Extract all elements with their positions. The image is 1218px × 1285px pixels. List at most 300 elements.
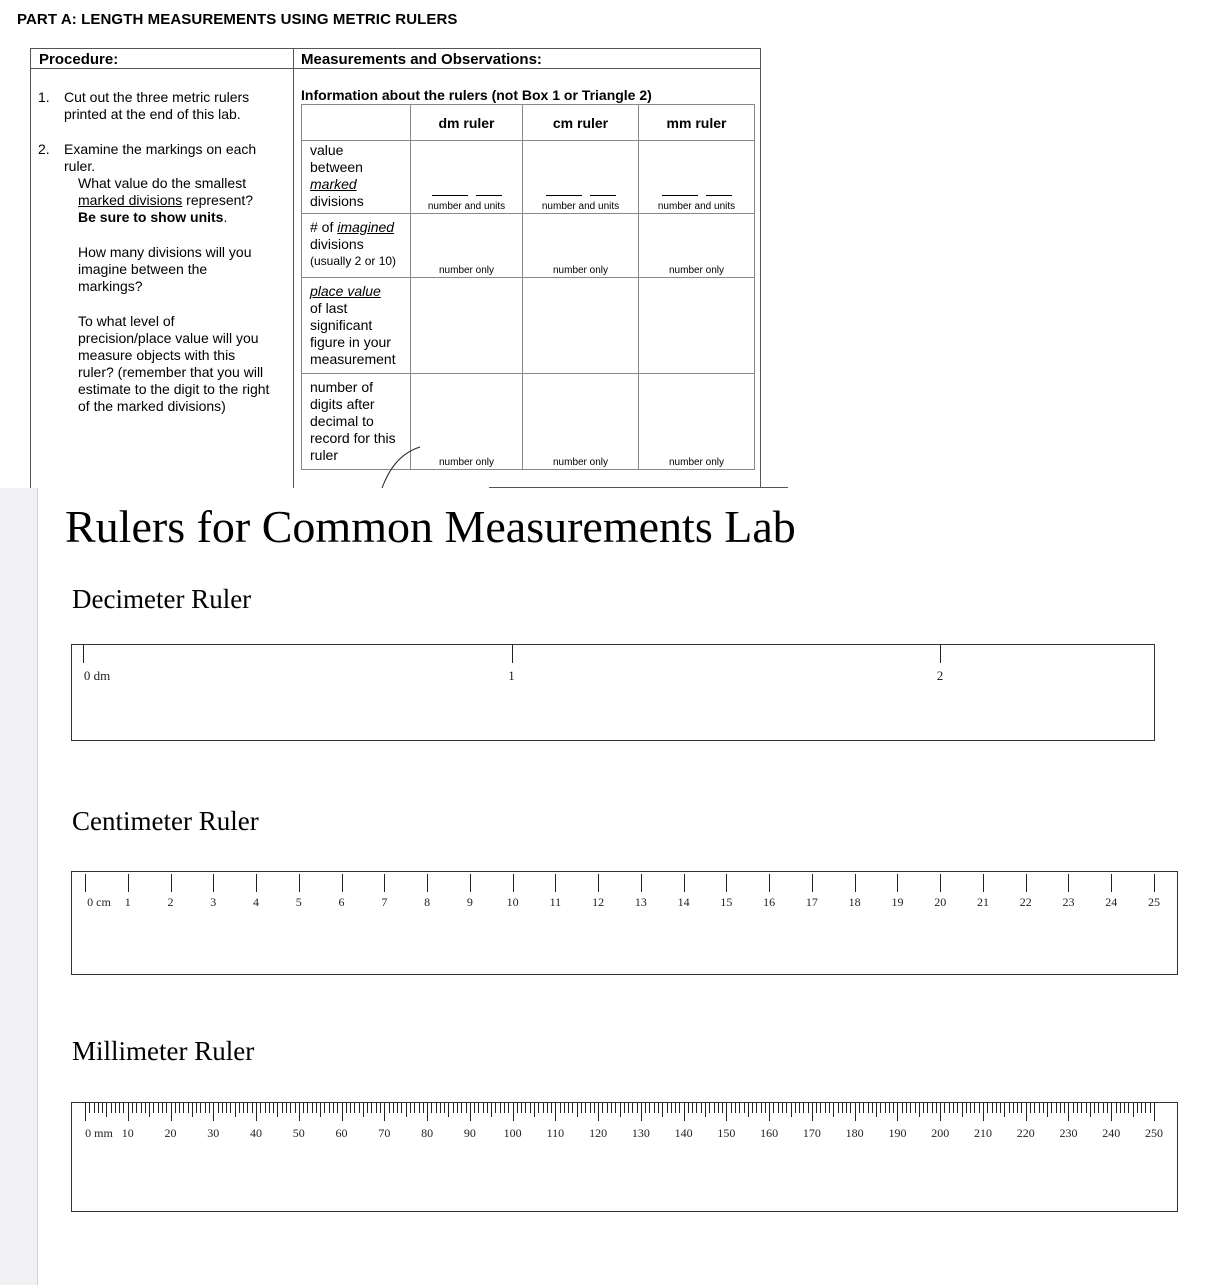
mm-ruler-minor-tick bbox=[645, 1103, 646, 1113]
mm-ruler-minor-tick bbox=[889, 1103, 890, 1113]
mm-ruler-minor-tick bbox=[1000, 1103, 1001, 1113]
mm-ruler-minor-tick bbox=[200, 1103, 201, 1113]
step2-text bbox=[64, 141, 256, 175]
mm-ruler-minor-tick bbox=[1103, 1103, 1104, 1113]
cm-ruler-label: 2 bbox=[167, 895, 174, 909]
mm-ruler-minor-tick bbox=[744, 1103, 745, 1113]
answer-cell-mm-place[interactable] bbox=[639, 278, 755, 374]
mm-ruler-minor-tick bbox=[1128, 1103, 1129, 1113]
mm-ruler-minor-tick bbox=[230, 1103, 231, 1113]
q1-line2 bbox=[78, 192, 253, 209]
mm-ruler-minor-tick bbox=[752, 1103, 753, 1113]
mm-ruler-minor-tick bbox=[782, 1103, 783, 1113]
header-divider bbox=[30, 68, 761, 69]
cm-ruler-tick bbox=[555, 874, 556, 892]
mm-ruler-minor-tick bbox=[1120, 1103, 1121, 1113]
mm-ruler-major-tick bbox=[427, 1103, 428, 1121]
mm-ruler-minor-tick bbox=[795, 1103, 796, 1113]
mm-ruler-minor-tick bbox=[923, 1103, 924, 1113]
mm-ruler-label: 230 bbox=[1059, 1126, 1078, 1140]
cm-ruler-tick bbox=[1111, 874, 1112, 892]
answer-cell-dm-imagined[interactable] bbox=[411, 214, 523, 278]
mm-ruler-minor-tick bbox=[290, 1103, 291, 1113]
cm-ruler-tick bbox=[684, 874, 685, 892]
ruler-info-table bbox=[301, 104, 755, 470]
row4-l4: record for this bbox=[310, 430, 396, 446]
cm-ruler-label: 12 bbox=[592, 895, 605, 909]
mm-ruler-minor-tick bbox=[1090, 1103, 1091, 1117]
cm-ruler-tick bbox=[470, 874, 471, 892]
mm-ruler-minor-tick bbox=[1021, 1103, 1022, 1113]
mm-ruler-minor-tick bbox=[739, 1103, 740, 1113]
rulers-title: Rulers for Common Measurements Lab bbox=[65, 501, 796, 552]
mm-ruler-major-tick bbox=[855, 1103, 856, 1121]
mm-ruler-label: 50 bbox=[292, 1126, 305, 1140]
mm-ruler-minor-tick bbox=[453, 1103, 454, 1113]
cm-ruler-tick bbox=[769, 874, 770, 892]
row3-l3: significant bbox=[310, 317, 373, 333]
mm-ruler-minor-tick bbox=[106, 1103, 107, 1117]
mm-ruler-minor-tick bbox=[329, 1103, 330, 1113]
mm-ruler-label: 180 bbox=[845, 1126, 864, 1140]
mm-ruler-minor-tick bbox=[1098, 1103, 1099, 1113]
mm-ruler-minor-tick bbox=[252, 1103, 253, 1113]
mm-ruler-minor-tick bbox=[277, 1103, 278, 1117]
row1-l2: between bbox=[310, 159, 363, 175]
mm-ruler-minor-tick bbox=[953, 1103, 954, 1113]
cm-ruler-tick bbox=[1026, 874, 1027, 892]
mm-ruler-minor-tick bbox=[773, 1103, 774, 1113]
cm-ruler-tick bbox=[85, 874, 86, 892]
cm-ruler-tick bbox=[513, 874, 514, 892]
mm-ruler-minor-tick bbox=[89, 1103, 90, 1113]
mm-ruler-minor-tick bbox=[803, 1103, 804, 1113]
mm-ruler-minor-tick bbox=[944, 1103, 945, 1113]
note-number-units: number and units bbox=[541, 201, 620, 212]
mm-ruler-minor-tick bbox=[992, 1103, 993, 1113]
column-header-dm: dm ruler bbox=[411, 105, 523, 141]
mm-ruler-minor-tick bbox=[508, 1103, 509, 1113]
mm-ruler-minor-tick bbox=[423, 1103, 424, 1113]
mm-ruler-minor-tick bbox=[410, 1103, 411, 1113]
cm-ruler-label: 17 bbox=[805, 895, 818, 909]
mm-ruler-minor-tick bbox=[521, 1103, 522, 1113]
row2-l3: (usually 2 or 10) bbox=[310, 254, 397, 268]
cm-ruler-label: 25 bbox=[1148, 895, 1160, 909]
mm-ruler-minor-tick bbox=[594, 1103, 595, 1113]
mm-ruler-minor-tick bbox=[863, 1103, 864, 1113]
q3-line1: To what level of bbox=[78, 313, 175, 329]
dm-ruler-tick bbox=[512, 645, 513, 663]
cm-ruler-tick bbox=[1068, 874, 1069, 892]
row2-l1 bbox=[310, 219, 410, 236]
mm-ruler-minor-tick bbox=[162, 1103, 163, 1113]
step1-line2: printed at the end of this lab. bbox=[64, 106, 241, 122]
row3-l1: place value bbox=[310, 283, 381, 299]
decimeter-ruler[interactable] bbox=[71, 644, 1155, 741]
cm-ruler-tick bbox=[726, 874, 727, 892]
cm-ruler-tick bbox=[812, 874, 813, 892]
mm-ruler-minor-tick bbox=[816, 1103, 817, 1113]
mm-ruler-minor-tick bbox=[367, 1103, 368, 1113]
mm-ruler-minor-tick bbox=[970, 1103, 971, 1113]
mm-ruler-major-tick bbox=[256, 1103, 257, 1121]
step1-line1: Cut out the three metric rulers bbox=[64, 89, 250, 105]
mm-ruler-major-tick bbox=[684, 1103, 685, 1121]
mm-ruler-major-tick bbox=[555, 1103, 556, 1121]
mm-ruler-major-tick bbox=[1068, 1103, 1069, 1121]
answer-cell-mm-imagined[interactable] bbox=[639, 214, 755, 278]
row-label-place-value bbox=[302, 278, 411, 374]
cm-ruler-label: 4 bbox=[253, 895, 260, 909]
cm-ruler-label: 10 bbox=[506, 895, 519, 909]
mm-ruler-minor-tick bbox=[115, 1103, 116, 1113]
mm-ruler-minor-tick bbox=[226, 1103, 227, 1113]
note-number-only: number only bbox=[438, 265, 495, 276]
mm-ruler-label: 40 bbox=[250, 1126, 263, 1140]
mm-ruler-minor-tick bbox=[560, 1103, 561, 1113]
mm-ruler-minor-tick bbox=[927, 1103, 928, 1113]
mm-ruler-minor-tick bbox=[333, 1103, 334, 1113]
cm-ruler-label: 18 bbox=[848, 895, 861, 909]
mm-ruler-minor-tick bbox=[389, 1103, 390, 1113]
mm-ruler-minor-tick bbox=[1013, 1103, 1014, 1113]
mm-ruler-major-tick bbox=[641, 1103, 642, 1121]
mm-ruler-minor-tick bbox=[662, 1103, 663, 1117]
mm-ruler-minor-tick bbox=[735, 1103, 736, 1113]
mm-ruler-major-tick bbox=[940, 1103, 941, 1121]
mm-ruler-major-tick bbox=[470, 1103, 471, 1121]
mm-ruler-minor-tick bbox=[307, 1103, 308, 1113]
mm-ruler-label: 60 bbox=[335, 1126, 348, 1140]
mm-ruler-minor-tick bbox=[483, 1103, 484, 1113]
mm-ruler-minor-tick bbox=[320, 1103, 321, 1117]
mm-ruler-minor-tick bbox=[846, 1103, 847, 1113]
mm-ruler-minor-tick bbox=[98, 1103, 99, 1113]
q2-line2: imagine between the bbox=[78, 261, 208, 277]
mm-ruler-minor-tick bbox=[799, 1103, 800, 1113]
mm-ruler-minor-tick bbox=[265, 1103, 266, 1113]
q1-bold: Be sure to show units bbox=[78, 209, 224, 225]
cm-ruler-label: 11 bbox=[549, 895, 562, 909]
mm-ruler-minor-tick bbox=[987, 1103, 988, 1113]
row3-l4: figure in your bbox=[310, 334, 391, 350]
q1-line3 bbox=[78, 209, 253, 226]
mm-ruler-minor-tick bbox=[123, 1103, 124, 1113]
mm-ruler-minor-tick bbox=[1043, 1103, 1044, 1113]
mm-ruler-minor-tick bbox=[688, 1103, 689, 1113]
mm-ruler-minor-tick bbox=[602, 1103, 603, 1113]
mm-ruler-label: 190 bbox=[888, 1126, 907, 1140]
row-label-imagined-divisions bbox=[302, 214, 411, 278]
mm-ruler-minor-tick bbox=[166, 1103, 167, 1113]
cm-ruler-tick bbox=[256, 874, 257, 892]
note-number-only: number only bbox=[438, 457, 495, 468]
mm-ruler-minor-tick bbox=[1030, 1103, 1031, 1113]
dm-ruler-label: 1 bbox=[508, 668, 515, 683]
row1-l1: value bbox=[310, 142, 344, 158]
cm-ruler-label: 15 bbox=[720, 895, 733, 909]
mm-ruler-minor-tick bbox=[175, 1103, 176, 1113]
mm-ruler-minor-tick bbox=[282, 1103, 283, 1113]
q1-period: . bbox=[223, 209, 228, 225]
mm-ruler-minor-tick bbox=[474, 1103, 475, 1113]
mm-ruler-minor-tick bbox=[974, 1103, 975, 1113]
note-number-units: number and units bbox=[657, 201, 736, 212]
mm-ruler-minor-tick bbox=[620, 1103, 621, 1117]
answer-cell-cm-imagined[interactable] bbox=[523, 214, 639, 278]
mm-ruler-minor-tick bbox=[312, 1103, 313, 1113]
mm-ruler-minor-tick bbox=[590, 1103, 591, 1113]
cm-ruler-tick bbox=[427, 874, 428, 892]
mm-ruler-minor-tick bbox=[218, 1103, 219, 1113]
mm-ruler-minor-tick bbox=[658, 1103, 659, 1113]
procedure-header: Procedure: bbox=[39, 51, 119, 68]
mm-ruler-minor-tick bbox=[820, 1103, 821, 1113]
cm-ruler-tick bbox=[855, 874, 856, 892]
mm-ruler-minor-tick bbox=[637, 1103, 638, 1113]
mm-ruler-label: 160 bbox=[760, 1126, 779, 1140]
mm-ruler-minor-tick bbox=[979, 1103, 980, 1113]
cm-ruler-label: 24 bbox=[1105, 895, 1118, 909]
mm-ruler-minor-tick bbox=[701, 1103, 702, 1113]
mm-ruler-minor-tick bbox=[765, 1103, 766, 1113]
mm-ruler-major-tick bbox=[85, 1103, 86, 1121]
note-number-only: number only bbox=[552, 457, 609, 468]
mm-ruler-minor-tick bbox=[551, 1103, 552, 1113]
corner-cell bbox=[302, 105, 411, 141]
mm-ruler-minor-tick bbox=[1107, 1103, 1108, 1113]
mm-ruler-minor-tick bbox=[679, 1103, 680, 1113]
mm-ruler-minor-tick bbox=[235, 1103, 236, 1117]
mm-ruler-minor-tick bbox=[436, 1103, 437, 1113]
cm-ruler-tick bbox=[299, 874, 300, 892]
step1-number: 1. bbox=[38, 89, 50, 105]
mm-ruler-minor-tick bbox=[136, 1103, 137, 1113]
q3-line3: measure objects with this bbox=[78, 347, 236, 363]
mm-ruler-minor-tick bbox=[709, 1103, 710, 1113]
mm-ruler-minor-tick bbox=[808, 1103, 809, 1113]
q1-rest: represent? bbox=[182, 192, 254, 208]
q2-line3: markings? bbox=[78, 278, 143, 294]
mm-ruler-minor-tick bbox=[915, 1103, 916, 1113]
mm-ruler-minor-tick bbox=[141, 1103, 142, 1113]
mm-ruler-minor-tick bbox=[393, 1103, 394, 1113]
mm-ruler-label: 170 bbox=[802, 1126, 821, 1140]
mm-ruler-label: 80 bbox=[421, 1126, 434, 1140]
row2-l2: divisions bbox=[310, 236, 364, 252]
q3-line4: ruler? (remember that you will bbox=[78, 364, 264, 380]
mm-ruler-minor-tick bbox=[1017, 1103, 1018, 1113]
mm-ruler-minor-tick bbox=[269, 1103, 270, 1113]
cm-ruler-tick bbox=[384, 874, 385, 892]
mm-ruler-minor-tick bbox=[448, 1103, 449, 1117]
mm-ruler-major-tick bbox=[1154, 1103, 1155, 1121]
mm-ruler-label: 0 mm bbox=[85, 1126, 113, 1140]
answer-cell-cm-value[interactable] bbox=[523, 141, 639, 214]
cm-ruler-label: 7 bbox=[381, 895, 388, 909]
note-number-only: number only bbox=[552, 265, 609, 276]
note-number-only: number only bbox=[668, 265, 725, 276]
cm-ruler-tick bbox=[1154, 874, 1155, 892]
mm-ruler-minor-tick bbox=[478, 1103, 479, 1113]
mm-ruler-minor-tick bbox=[538, 1103, 539, 1113]
mm-ruler-major-tick bbox=[812, 1103, 813, 1121]
cm-ruler-label: 21 bbox=[976, 895, 989, 909]
mm-ruler-major-tick bbox=[299, 1103, 300, 1121]
mm-ruler-minor-tick bbox=[902, 1103, 903, 1113]
mm-ruler-minor-tick bbox=[183, 1103, 184, 1113]
mm-ruler-minor-tick bbox=[1039, 1103, 1040, 1113]
mm-ruler-minor-tick bbox=[260, 1103, 261, 1113]
mm-ruler-minor-tick bbox=[885, 1103, 886, 1113]
mm-ruler-minor-tick bbox=[654, 1103, 655, 1113]
column-header-cm: cm ruler bbox=[523, 105, 639, 141]
answer-cell-dm-value[interactable] bbox=[411, 141, 523, 214]
mm-ruler-minor-tick bbox=[111, 1103, 112, 1113]
mm-ruler-minor-tick bbox=[431, 1103, 432, 1113]
mm-ruler-minor-tick bbox=[577, 1103, 578, 1117]
row1-l3: marked bbox=[310, 176, 357, 192]
mm-ruler-minor-tick bbox=[718, 1103, 719, 1113]
mm-ruler-minor-tick bbox=[179, 1103, 180, 1113]
cm-ruler-label: 0 cm bbox=[87, 895, 111, 909]
answer-cell-cm-place[interactable] bbox=[523, 278, 639, 374]
mm-ruler-minor-tick bbox=[825, 1103, 826, 1113]
mm-ruler-minor-tick bbox=[205, 1103, 206, 1113]
row3-l2: of last bbox=[310, 300, 348, 316]
mm-ruler-minor-tick bbox=[517, 1103, 518, 1113]
row-label-value-between bbox=[302, 141, 411, 214]
pen-mark bbox=[376, 444, 426, 490]
mm-ruler-minor-tick bbox=[380, 1103, 381, 1113]
mm-ruler-minor-tick bbox=[615, 1103, 616, 1113]
mm-ruler-minor-tick bbox=[1081, 1103, 1082, 1113]
row2-l1-underlined: imagined bbox=[337, 219, 395, 235]
row3-l5: measurement bbox=[310, 351, 396, 367]
mm-ruler-minor-tick bbox=[346, 1103, 347, 1113]
mm-ruler-minor-tick bbox=[132, 1103, 133, 1113]
mm-ruler-minor-tick bbox=[414, 1103, 415, 1113]
mm-ruler-minor-tick bbox=[761, 1103, 762, 1113]
cm-ruler-label: 16 bbox=[763, 895, 776, 909]
mm-ruler-minor-tick bbox=[949, 1103, 950, 1113]
mm-ruler-minor-tick bbox=[119, 1103, 120, 1113]
cm-ruler-tick bbox=[940, 874, 941, 892]
answer-cell-dm-place[interactable] bbox=[411, 278, 523, 374]
cm-ruler-tick bbox=[598, 874, 599, 892]
cm-ruler-label: 6 bbox=[338, 895, 345, 909]
cm-ruler-tick bbox=[897, 874, 898, 892]
centimeter-ruler[interactable] bbox=[71, 871, 1178, 975]
cm-ruler-label: 22 bbox=[1019, 895, 1032, 909]
answer-cell-mm-value[interactable] bbox=[639, 141, 755, 214]
mm-ruler-major-tick bbox=[128, 1103, 129, 1121]
page-margin-strip bbox=[0, 488, 38, 1285]
mm-ruler-major-tick bbox=[769, 1103, 770, 1121]
cm-ruler-tick bbox=[213, 874, 214, 892]
q3-line6: of the marked divisions) bbox=[78, 398, 226, 414]
separator-line bbox=[489, 487, 788, 488]
mm-ruler-minor-tick bbox=[649, 1103, 650, 1113]
mm-ruler-minor-tick bbox=[833, 1103, 834, 1117]
mm-ruler-minor-tick bbox=[966, 1103, 967, 1113]
info-title: Information about the rulers (not Box 1 or Triangle 2) bbox=[301, 87, 652, 103]
mm-ruler-minor-tick bbox=[401, 1103, 402, 1113]
dm-ruler-tick bbox=[940, 645, 941, 663]
mm-ruler-minor-tick bbox=[247, 1103, 248, 1113]
mm-ruler-label: 200 bbox=[931, 1126, 950, 1140]
mm-ruler-minor-tick bbox=[239, 1103, 240, 1113]
row1-l4: divisions bbox=[310, 193, 364, 209]
mm-ruler-major-tick bbox=[726, 1103, 727, 1121]
answer-cell-cm-digits[interactable] bbox=[523, 374, 639, 470]
mm-ruler-minor-tick bbox=[1133, 1103, 1134, 1117]
mm-ruler-minor-tick bbox=[495, 1103, 496, 1113]
note-number-units: number and units bbox=[427, 201, 506, 212]
millimeter-ruler[interactable] bbox=[71, 1102, 1178, 1212]
mm-ruler-label: 130 bbox=[631, 1126, 650, 1140]
answer-cell-dm-digits[interactable] bbox=[411, 374, 523, 470]
step2-line1: Examine the markings on each bbox=[64, 141, 257, 157]
mm-ruler-minor-tick bbox=[778, 1103, 779, 1113]
mm-ruler-minor-tick bbox=[624, 1103, 625, 1113]
cm-ruler-tick bbox=[983, 874, 984, 892]
cm-ruler-tick bbox=[128, 874, 129, 892]
note-number-only: number only bbox=[668, 457, 725, 468]
mm-ruler-major-tick bbox=[598, 1103, 599, 1121]
mm-ruler-minor-tick bbox=[1009, 1103, 1010, 1113]
mm-ruler-label: 120 bbox=[589, 1126, 608, 1140]
mm-ruler-minor-tick bbox=[585, 1103, 586, 1113]
cm-ruler-label: 3 bbox=[210, 895, 217, 909]
mm-ruler-minor-tick bbox=[868, 1103, 869, 1113]
mm-ruler-minor-tick bbox=[337, 1103, 338, 1113]
mm-ruler-minor-tick bbox=[188, 1103, 189, 1113]
mm-ruler-minor-tick bbox=[1060, 1103, 1061, 1113]
mm-ruler-major-tick bbox=[342, 1103, 343, 1121]
mm-ruler-minor-tick bbox=[145, 1103, 146, 1113]
measurements-header: Measurements and Observations: bbox=[301, 51, 542, 68]
mm-ruler-minor-tick bbox=[359, 1103, 360, 1113]
dm-ruler-tick bbox=[83, 645, 84, 663]
mm-ruler-minor-tick bbox=[910, 1103, 911, 1113]
mm-ruler-minor-tick bbox=[667, 1103, 668, 1113]
mm-ruler-minor-tick bbox=[842, 1103, 843, 1113]
step2-number: 2. bbox=[38, 141, 50, 157]
mm-ruler-minor-tick bbox=[568, 1103, 569, 1113]
cm-ruler-label: 14 bbox=[677, 895, 690, 909]
q1-underlined: marked divisions bbox=[78, 192, 183, 208]
mm-ruler-minor-tick bbox=[419, 1103, 420, 1113]
cm-ruler-tick bbox=[342, 874, 343, 892]
answer-cell-mm-digits[interactable] bbox=[639, 374, 755, 470]
mm-ruler-minor-tick bbox=[487, 1103, 488, 1113]
mm-ruler-minor-tick bbox=[1086, 1103, 1087, 1113]
mm-ruler-minor-tick bbox=[1141, 1103, 1142, 1113]
step1-text bbox=[64, 89, 249, 123]
mm-ruler-minor-tick bbox=[786, 1103, 787, 1113]
q3-line5: estimate to the digit to the right bbox=[78, 381, 270, 397]
mm-ruler-minor-tick bbox=[893, 1103, 894, 1113]
mm-ruler-minor-tick bbox=[572, 1103, 573, 1113]
mm-ruler-minor-tick bbox=[371, 1103, 372, 1113]
question-imagined-divisions bbox=[78, 244, 252, 295]
mm-ruler-minor-tick bbox=[461, 1103, 462, 1113]
mm-ruler-minor-tick bbox=[748, 1103, 749, 1117]
column-header-mm: mm ruler bbox=[639, 105, 755, 141]
mm-ruler-minor-tick bbox=[859, 1103, 860, 1113]
